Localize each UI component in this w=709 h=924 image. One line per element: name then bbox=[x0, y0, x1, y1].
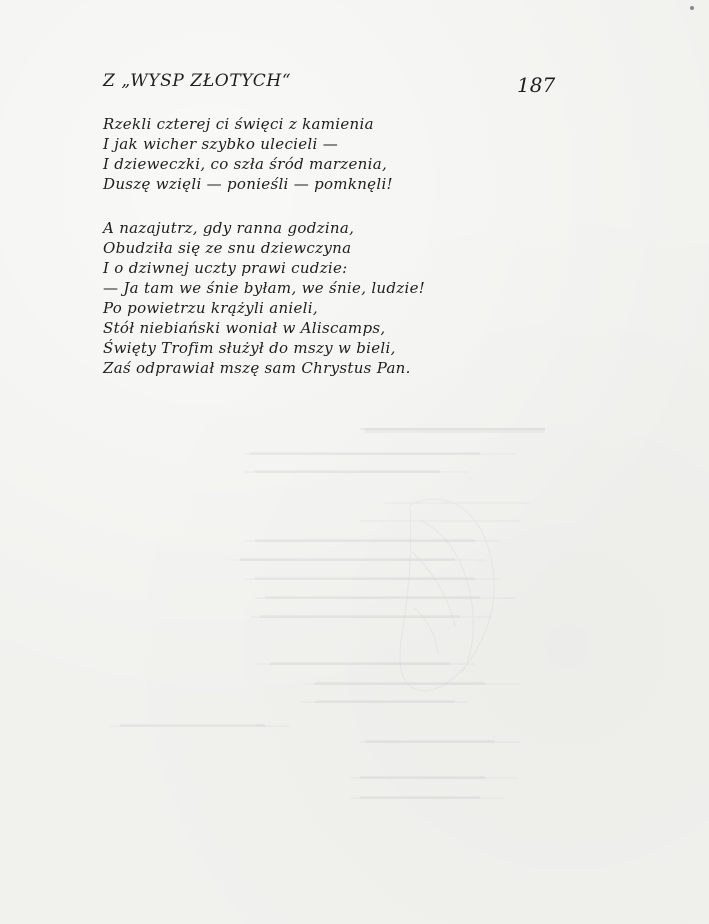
poem-line: Rzekli czterej ci święci z kamienia bbox=[103, 115, 374, 133]
poem-block bbox=[103, 114, 433, 378]
poem-line: Stół niebiański woniał w Aliscamps, bbox=[103, 319, 386, 337]
poem-line: Obudziła się ze snu dziewczyna bbox=[103, 239, 352, 257]
page-edge-mark bbox=[690, 6, 694, 10]
poem-line: I o dziwnej uczty prawi cudzie: bbox=[103, 259, 348, 277]
poem-line: — Ja tam we śnie byłam, we śnie, ludzie! bbox=[103, 279, 426, 297]
running-head: Z „WYSP ZŁOTYCH“ bbox=[103, 71, 292, 91]
stanza-2 bbox=[103, 218, 433, 378]
poem-line: I dzieweczki, co szła śród marzenia, bbox=[103, 155, 388, 173]
poem-line: Święty Trofim służył do mszy w bieli, bbox=[103, 339, 396, 357]
poem-line: Po powietrzu krążyli anieli, bbox=[103, 299, 318, 317]
page-number: 187 bbox=[517, 73, 556, 97]
stanza-1 bbox=[103, 114, 433, 194]
poem-line: Duszę wzięli — ponieśli — pomknęli! bbox=[103, 175, 393, 193]
poem-line: A nazajutrz, gdy ranna godzina, bbox=[103, 219, 355, 237]
poem-line: Zaś odprawiał mszę sam Chrystus Pan. bbox=[103, 359, 411, 377]
poem-line: I jak wicher szybko ulecieli — bbox=[103, 135, 338, 153]
